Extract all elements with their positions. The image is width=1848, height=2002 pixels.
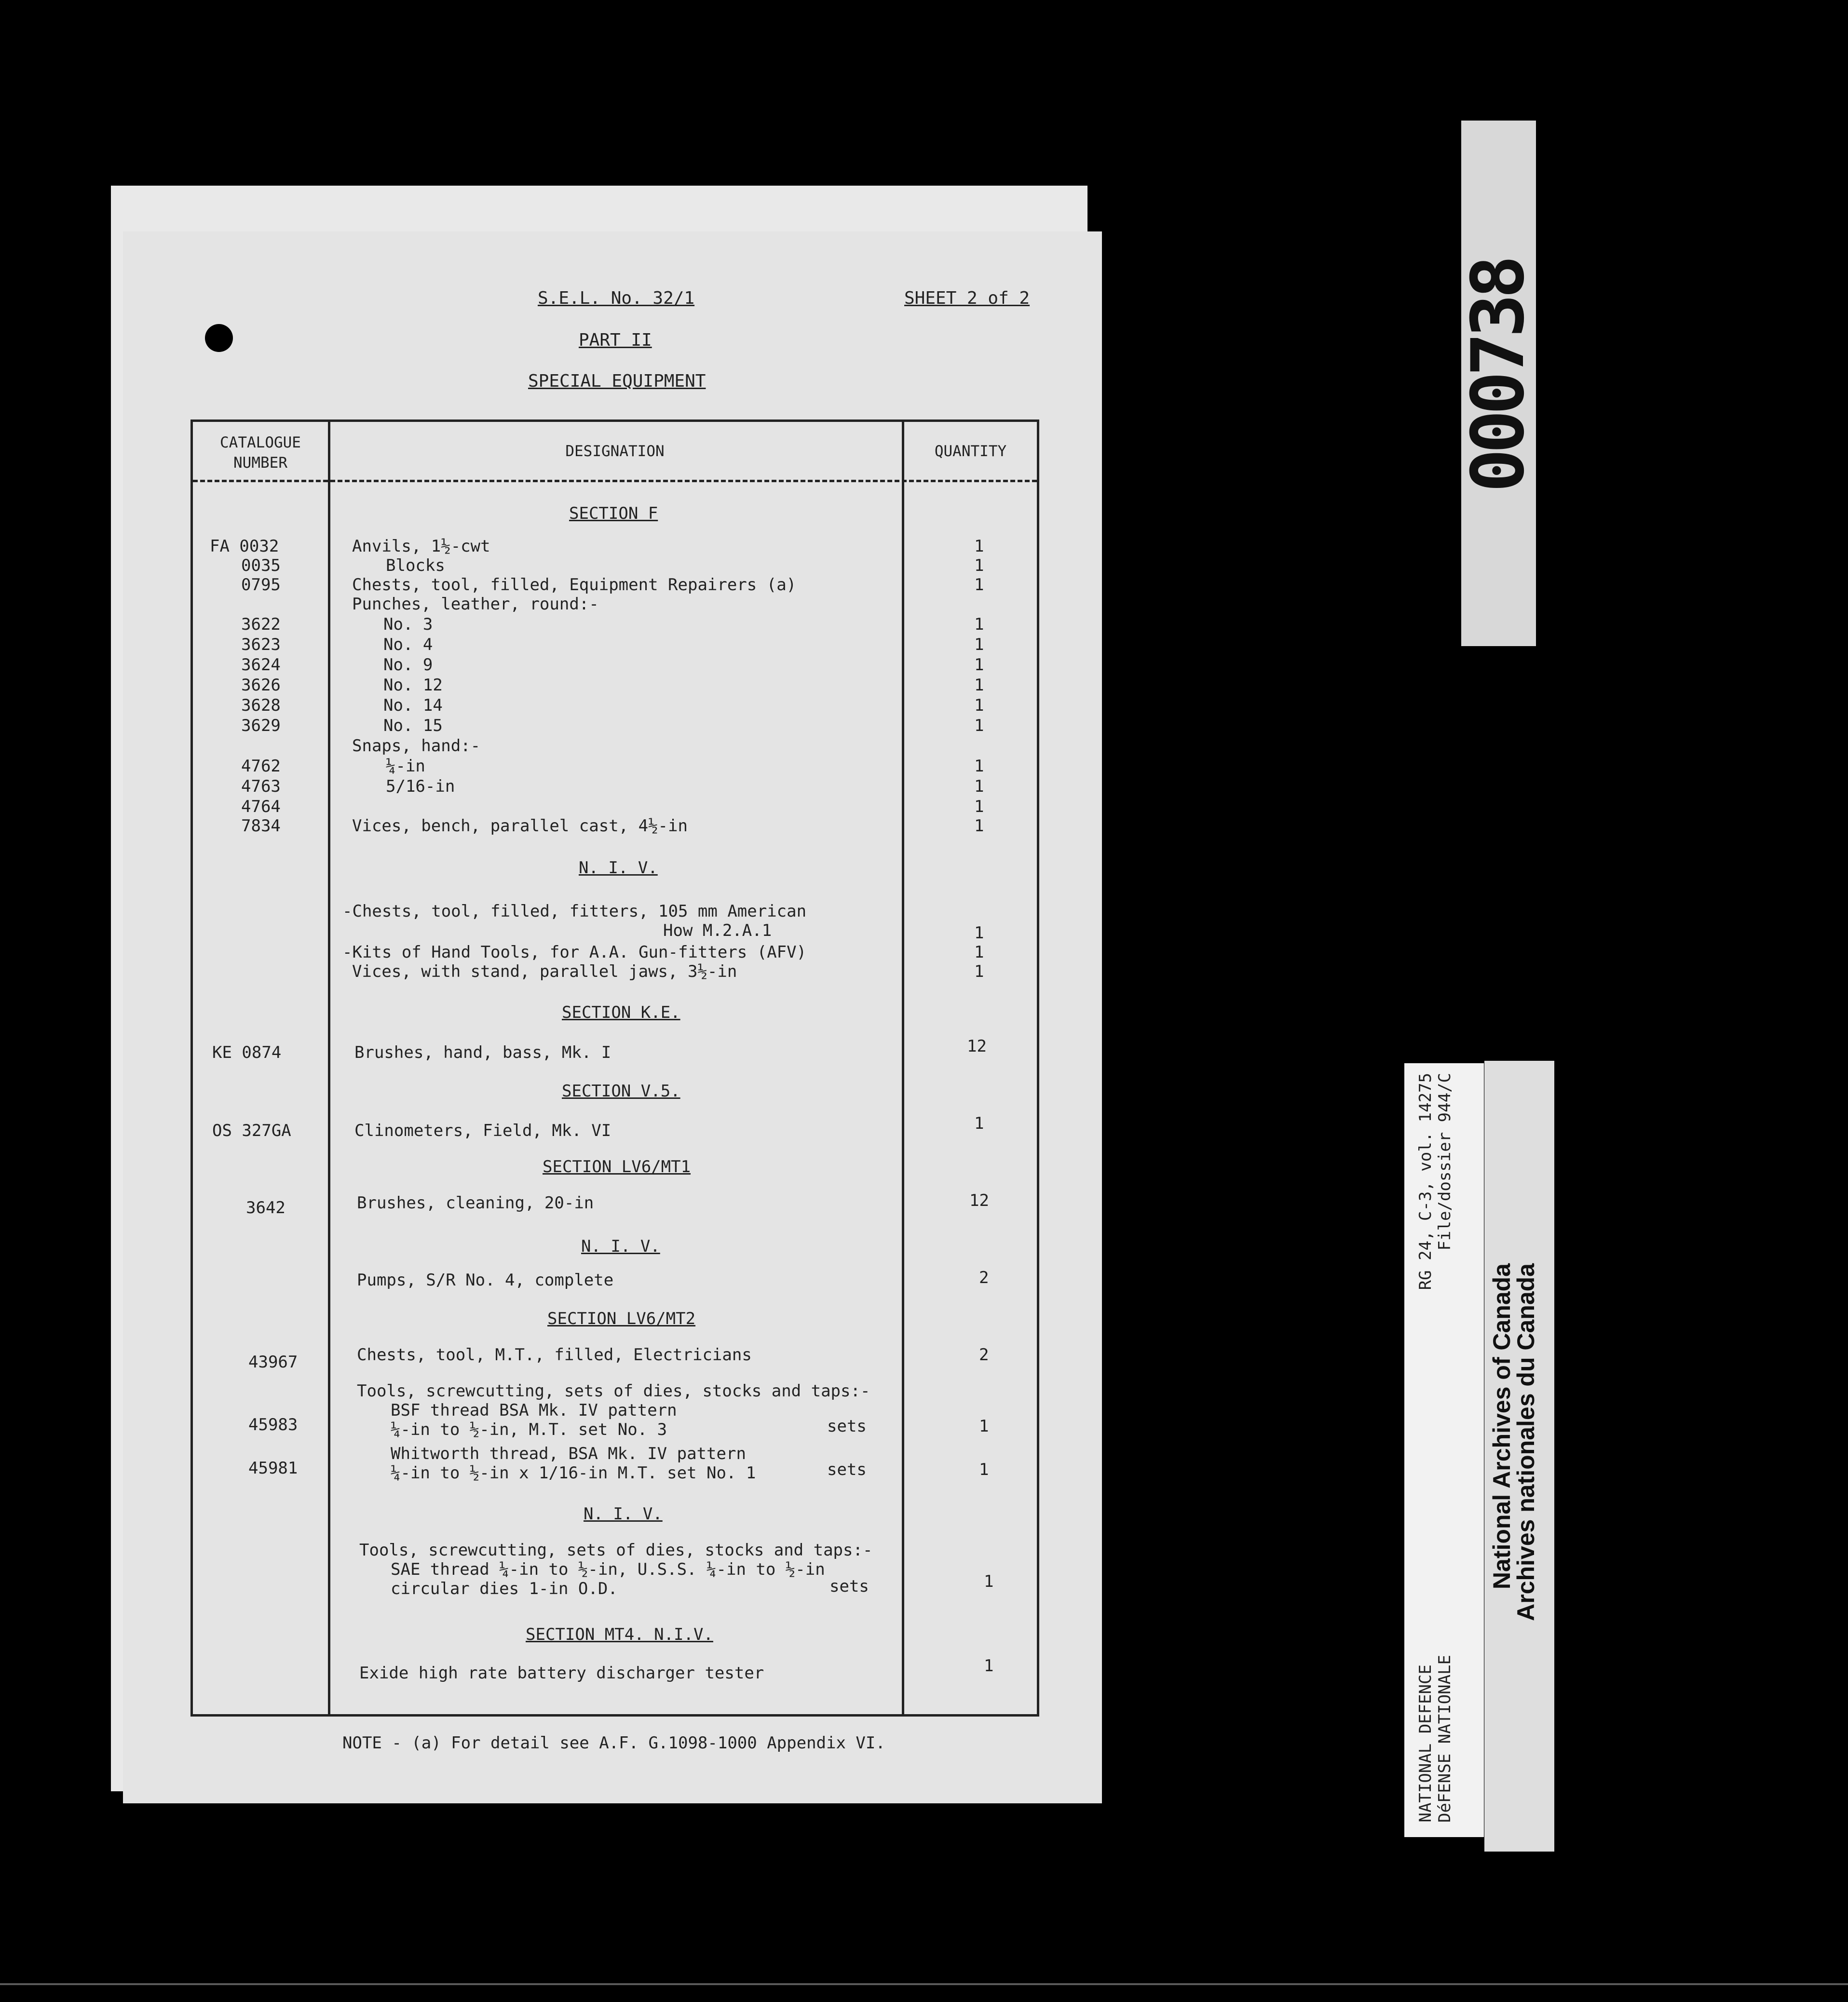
catalogue-number: OS 327GA [212, 1121, 291, 1140]
quantity: 1 [979, 1417, 989, 1436]
sheet-number: SHEET 2 of 2 [904, 288, 1030, 308]
designation: circular dies 1-in O.D. [391, 1579, 618, 1598]
reference-number: 000738 [1456, 260, 1540, 492]
section-heading: N. I. V. [584, 1504, 663, 1524]
catalogue-number: 3628 [241, 696, 281, 715]
archive-reference-line-2: File/dossier 944/C [1435, 1073, 1454, 1251]
designation: Brushes, cleaning, 20-in [357, 1193, 594, 1213]
designation: Tools, screwcutting, sets of dies, stocks and taps:- [359, 1541, 873, 1560]
designation: Punches, leather, round:- [352, 595, 599, 614]
quantity: 1 [974, 537, 984, 556]
quantity: 12 [969, 1191, 989, 1210]
catalogue-number: 0035 [241, 556, 281, 575]
designation: ¼-in to ½-in x 1/16-in M.T. set No. 1 [391, 1463, 756, 1483]
catalogue-number: 4763 [241, 777, 281, 796]
quantity: 1 [974, 816, 984, 836]
designation: Chests, tool, filled, Equipment Repairers (a) [352, 575, 797, 595]
quantity: 1 [974, 797, 984, 816]
section-heading: N. I. V. [579, 858, 658, 878]
archive-reference-line-1: RG 24, C-3, vol. 14275 [1416, 1073, 1435, 1290]
document-title: SPECIAL EQUIPMENT [528, 371, 706, 391]
designation: No. 15 [383, 716, 443, 735]
sel-number: S.E.L. No. 32/1 [538, 288, 695, 308]
unit: sets [829, 1577, 869, 1596]
punch-hole [205, 324, 233, 352]
part-heading: PART II [579, 330, 652, 350]
quantity: 1 [974, 556, 984, 575]
catalogue-number: 7834 [241, 816, 281, 836]
quantity: 1 [974, 635, 984, 654]
quantity: 1 [974, 575, 984, 595]
designation: Anvils, 1½-cwt [352, 537, 490, 556]
quantity: 1 [974, 777, 984, 796]
catalogue-number: 4764 [241, 797, 281, 816]
quantity: 1 [974, 716, 984, 735]
archives-canada-label [1484, 1061, 1554, 1852]
department-line-1: NATIONAL DEFENCE [1416, 1664, 1435, 1823]
quantity: 1 [984, 1572, 994, 1591]
catalogue-column-header: CATALOGUE NUMBER [220, 434, 301, 472]
designation: SAE thread ¼-in to ½-in, U.S.S. ¼-in to ½-in [391, 1560, 825, 1579]
quantity: 2 [979, 1268, 989, 1287]
quantity: 1 [974, 615, 984, 634]
section-heading: SECTION F [569, 504, 658, 523]
footnote: NOTE - (a) For detail see A.F. G.1098-1000 Appendix VI. [342, 1733, 885, 1753]
archives-name-en: National Archives of Canada [1488, 1263, 1515, 1590]
designation: No. 4 [383, 635, 433, 654]
section-heading: SECTION LV6/MT2 [547, 1309, 696, 1328]
equipment-table [190, 419, 1039, 1717]
catalogue-number: 0795 [241, 575, 281, 595]
catalogue-number: 45981 [248, 1459, 298, 1478]
designation: Chests, tool, M.T., filled, Electricians [357, 1345, 752, 1365]
catalogue-number: 3623 [241, 635, 281, 654]
designation: Tools, screwcutting, sets of dies, stocks and taps:- [357, 1381, 870, 1401]
archive-label [1404, 1063, 1484, 1837]
catalogue-number: 3642 [246, 1198, 285, 1217]
designation: Vices, bench, parallel cast, 4½-in [352, 816, 688, 836]
catalogue-number: KE 0874 [212, 1043, 282, 1062]
column-divider [328, 422, 330, 1714]
quantity: 1 [974, 923, 984, 943]
designation: ¼-in to ½-in, M.T. set No. 3 [391, 1420, 667, 1439]
designation: No. 3 [383, 615, 433, 634]
designation: Pumps, S/R No. 4, complete [357, 1271, 614, 1290]
header-divider [193, 480, 1037, 482]
quantity: 1 [974, 943, 984, 962]
unit: sets [827, 1417, 867, 1436]
section-heading: SECTION V.5. [562, 1082, 680, 1101]
catalogue-number: 3626 [241, 676, 281, 695]
catalogue-number: 3624 [241, 655, 281, 675]
designation: Clinometers, Field, Mk. VI [354, 1121, 611, 1140]
catalogue-number: 45983 [248, 1415, 298, 1434]
quantity: 1 [974, 696, 984, 715]
quantity: 1 [974, 962, 984, 981]
quantity: 1 [979, 1460, 989, 1479]
catalogue-number: 3629 [241, 716, 281, 735]
designation: Brushes, hand, bass, Mk. I [354, 1043, 611, 1062]
unit: sets [827, 1460, 867, 1479]
catalogue-number: 3622 [241, 615, 281, 634]
section-heading: SECTION MT4. N.I.V. [526, 1625, 713, 1644]
designation: No. 9 [383, 655, 433, 675]
designation-column-header: DESIGNATION [565, 443, 665, 460]
quantity: 1 [974, 757, 984, 776]
designation: Exide high rate battery discharger tester [359, 1664, 764, 1683]
section-heading: SECTION LV6/MT1 [543, 1157, 691, 1177]
catalogue-number: 4762 [241, 757, 281, 776]
designation: Whitworth thread, BSA Mk. IV pattern [391, 1444, 746, 1463]
quantity: 1 [974, 1114, 984, 1133]
column-divider [902, 422, 904, 1714]
designation: Snaps, hand:- [352, 736, 481, 756]
section-heading: SECTION K.E. [562, 1003, 680, 1022]
designation: 5/16-in [386, 777, 455, 796]
archives-name-fr: Archives nationales du Canada [1512, 1263, 1539, 1621]
section-heading: N. I. V. [581, 1237, 660, 1256]
catalogue-number: 43967 [248, 1353, 298, 1372]
designation: No. 14 [383, 696, 443, 715]
quantity: 1 [974, 655, 984, 675]
designation: BSF thread BSA Mk. IV pattern [391, 1401, 677, 1420]
designation: No. 12 [383, 676, 443, 695]
designation: -Chests, tool, filled, fitters, 105 mm American [342, 902, 807, 921]
quantity: 12 [967, 1037, 987, 1056]
designation: Blocks [386, 556, 445, 575]
designation: ¼-in [386, 757, 425, 776]
quantity: 2 [979, 1345, 989, 1365]
designation: How M.2.A.1 [663, 921, 772, 940]
designation: -Kits of Hand Tools, for A.A. Gun-fitters (AFV) [342, 943, 807, 962]
designation: Vices, with stand, parallel jaws, 3½-in [352, 962, 737, 981]
scan-border-line [0, 1983, 1848, 1985]
document-page [123, 231, 1102, 1803]
department-line-2: DéFENSE NATIONALE [1435, 1655, 1454, 1823]
quantity: 1 [984, 1656, 994, 1676]
quantity: 1 [974, 676, 984, 695]
quantity-column-header: QUANTITY [934, 443, 1007, 460]
catalogue-number: FA 0032 [210, 537, 279, 556]
